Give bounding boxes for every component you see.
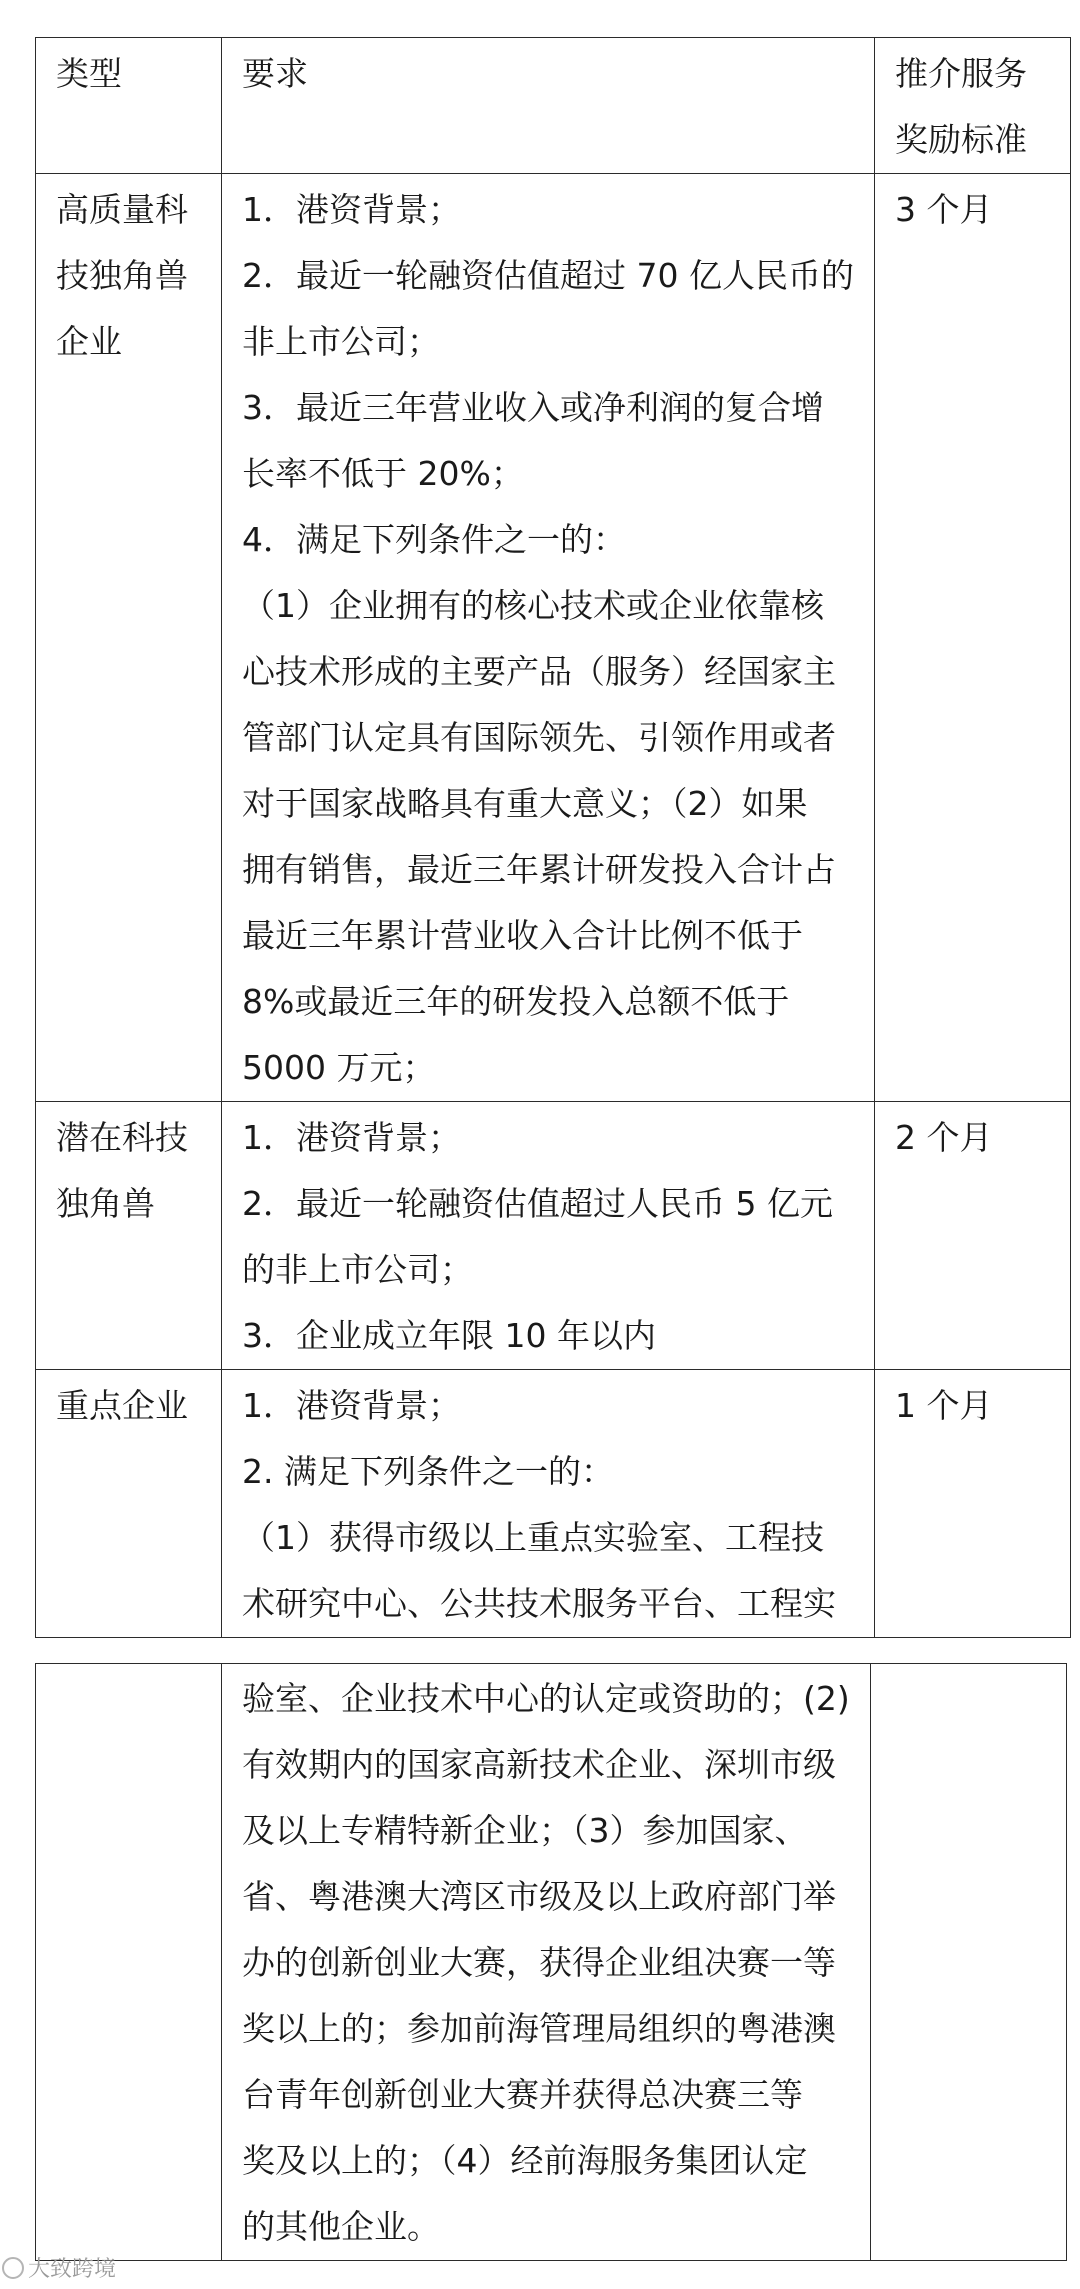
requirement-line: 1．港资背景； xyxy=(242,1118,461,1157)
type-line: 潜在科技 xyxy=(56,1118,188,1157)
requirement-line: 8%或最近三年的研发投入总额不低于 xyxy=(242,982,790,1021)
requirement-line: 术研究中心、公共技术服务平台、工程实 xyxy=(242,1584,836,1623)
reward-cell xyxy=(870,1664,1066,2261)
requirement-line: 拥有销售，最近三年累计研发投入合计占 xyxy=(242,850,836,889)
requirements-cell xyxy=(222,1370,875,1638)
header-type: 类型 xyxy=(36,38,222,174)
requirement-line: 5000 万元； xyxy=(242,1048,436,1087)
watermark xyxy=(2,2252,116,2283)
table-row xyxy=(36,174,1071,1102)
requirement-line: 省、粤港澳大湾区市级及以上政府部门举 xyxy=(242,1877,836,1916)
requirement-line: 1．港资背景； xyxy=(242,1386,461,1425)
requirement-line: 4．满足下列条件之一的： xyxy=(242,520,626,559)
requirement-line: （1）企业拥有的核心技术或企业依靠核 xyxy=(242,586,824,625)
requirement-line: 验室、企业技术中心的认定或资助的；(2) xyxy=(242,1679,850,1718)
requirement-line: 办的创新创业大赛，获得企业组决赛一等 xyxy=(242,1943,836,1982)
table-row xyxy=(36,1664,1067,2261)
table-row xyxy=(36,1370,1071,1638)
requirement-line: 长率不低于 20%； xyxy=(242,454,524,493)
type-cell xyxy=(36,1664,222,2261)
type-line: 高质量科 xyxy=(56,190,188,229)
watermark-text: 大致跨境 xyxy=(28,2257,117,2282)
requirement-line: 有效期内的国家高新技术企业、深圳市级 xyxy=(242,1745,836,1784)
requirements-cell xyxy=(222,1102,875,1370)
requirements-cell xyxy=(222,1664,871,2261)
table-header-row xyxy=(36,38,1071,174)
requirements-cell xyxy=(222,174,875,1102)
reward-cell: 1 个月 xyxy=(874,1370,1070,1638)
requirement-line: 2．最近一轮融资估值超过人民币 5 亿元 xyxy=(242,1184,833,1223)
type-line: 企业 xyxy=(56,322,122,361)
requirement-line: 3．企业成立年限 10 年以内 xyxy=(242,1316,656,1355)
requirement-line: （1）获得市级以上重点实验室、工程技 xyxy=(242,1518,824,1557)
type-cell xyxy=(36,1102,222,1370)
requirement-line: 及以上专精特新企业；（3）参加国家、 xyxy=(242,1811,808,1850)
watermark-logo-icon xyxy=(2,2257,24,2279)
requirement-line: 3．最近三年营业收入或净利润的复合增 xyxy=(242,388,824,427)
type-line: 技独角兽 xyxy=(56,256,188,295)
header-requirements: 要求 xyxy=(222,38,875,174)
requirement-line: 2. 满足下列条件之一的： xyxy=(242,1452,614,1491)
requirement-line: 2．最近一轮融资估值超过 70 亿人民币的 xyxy=(242,256,854,295)
type-line: 重点企业 xyxy=(56,1386,188,1425)
requirement-line: 台青年创新创业大赛并获得总决赛三等 xyxy=(242,2075,803,2114)
reward-cell: 2 个月 xyxy=(874,1102,1070,1370)
header-reward: 推介服务奖励标准 xyxy=(874,38,1070,174)
type-cell xyxy=(36,174,222,1102)
requirements-table xyxy=(35,37,1071,1638)
requirements-table-continuation xyxy=(35,1663,1067,2261)
requirement-line: 的非上市公司； xyxy=(242,1250,473,1289)
requirement-line: 非上市公司； xyxy=(242,322,440,361)
requirement-line: 最近三年累计营业收入合计比例不低于 xyxy=(242,916,803,955)
requirement-line: 奖及以上的；（4）经前海服务集团认定 xyxy=(242,2141,808,2180)
requirement-line: 1．港资背景； xyxy=(242,190,461,229)
reward-cell: 3 个月 xyxy=(874,174,1070,1102)
requirement-line: 心技术形成的主要产品（服务）经国家主 xyxy=(242,652,836,691)
type-cell xyxy=(36,1370,222,1638)
type-line: 独角兽 xyxy=(56,1184,155,1223)
requirement-line: 管部门认定具有国际领先、引领作用或者 xyxy=(242,718,836,757)
requirement-line: 的其他企业。 xyxy=(242,2207,440,2246)
requirement-line: 奖以上的；参加前海管理局组织的粤港澳 xyxy=(242,2009,836,2048)
table-row xyxy=(36,1102,1071,1370)
requirement-line: 对于国家战略具有重大意义；（2）如果 xyxy=(242,784,808,823)
